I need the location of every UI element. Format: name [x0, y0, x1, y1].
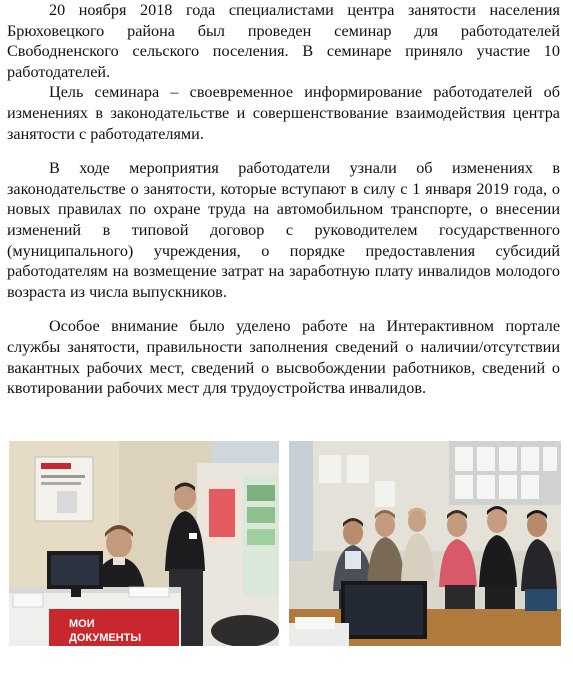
svg-text:ДОКУМЕНТЫ: ДОКУМЕНТЫ [69, 632, 142, 644]
photo-row [9, 441, 561, 646]
article-text [7, 0, 560, 399]
paragraph-goal: Цель семинара – своевременное информирование работодателей об изменениях в законодательстве и совершенствование взаимодействия центра занятости с работодателями. [7, 83, 560, 143]
paragraph-portal: Особое внимание было уделено работе на Интерактивном портале службы занятости, правильности заполнения сведений о наличии/отсутствии вакантных рабочих мест, сведений о высвобождении работников, сведений о квотировании рабочих мест для трудоустройства инвалидов. [7, 317, 560, 398]
photo-office-desk [9, 441, 279, 646]
svg-text:МОИ: МОИ [69, 618, 95, 630]
paragraph-topics: В ходе мероприятия работодатели узнали об изменениях в законодательстве о занятости, которые вступают в силу с 1 января 2019 года, о новых правилах по охране труда на автомобильном транспорте, о внесении изменений в типовой договор с руководителем государственного (муниципального) учреждения, о порядке предоставления субсидий работодателям на возмещение затрат на заработную плату инвалидов молодого возраста из числа выпускников. [7, 159, 560, 301]
photo-seminar-participants [289, 441, 561, 646]
paragraph-intro: 20 ноября 2018 года специалистами центра занятости населения Брюховецкого района был проведен семинар для работодателей Свободненского сельского поселения. В семинаре приняло участие 10 работодателей. [7, 1, 560, 81]
